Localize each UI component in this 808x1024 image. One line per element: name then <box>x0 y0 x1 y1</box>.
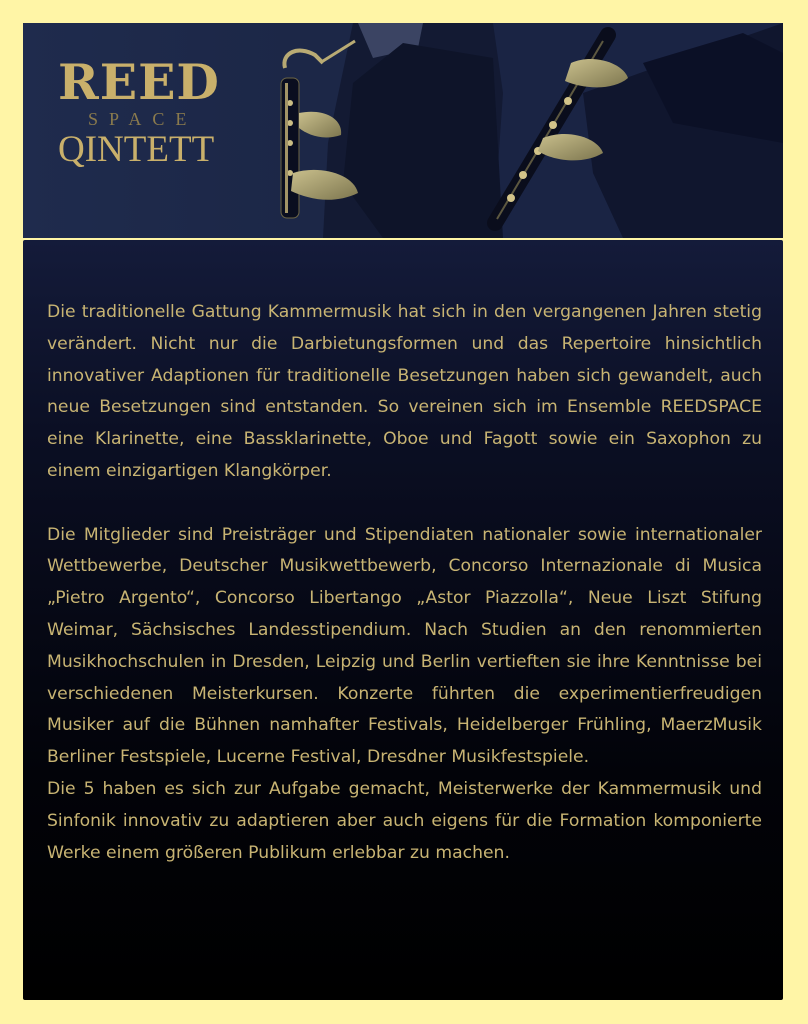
logo-reed: REED <box>58 53 220 111</box>
paragraph-mission: Die 5 haben es sich zur Aufgabe gemacht, Meisterwerke der Kammermusik und Sinfonik innovativ zu adaptieren aber auch eigens für die Formation komponierte Werke einem größeren Publikum erlebbar zu machen. <box>47 778 762 863</box>
logo-qintett: QINTETT <box>58 129 215 170</box>
paragraph-intro: Die traditionelle Gattung Kammermusik hat sich in den vergangenen Jahren stetig verändert. Nicht nur die Darbietungsformen und das Repertoire hinsichtlich innovativer Adaptionen für traditionelle Besetzungen haben sich gewandelt, auch neue Besetzungen sind entstanden. So vereinen sich im Ensemble REEDSPACE eine Klarinette, eine Bassklarinette, Oboe und Fagott sowie ein Saxophon zu einem einzigartigen Klangkörper. <box>47 302 762 481</box>
logo-space: SPACE <box>88 109 198 129</box>
reedspace-logo <box>58 55 220 170</box>
paragraph-members: Die Mitglieder sind Preisträger und Stipendiaten nationaler sowie internationaler Wettbewerbe, Deutscher Musikwettbewerb, Concorso Internazionale di Musica „Pietro Argento“, Concorso Libertango „Astor Piazzolla“, Neue Liszt Stifung Weimar, Sächsisches Landesstipendium. Nach Studien an den renommierten Musikhochschulen in Dresden, Leipzig und Berlin vertieften sie ihre Kenntnisse bei verschiedenen Meisterkursen. Konzerte führten die experimentierfreudigen Musiker auf die Bühnen namhafter Festivals, Heidelberger Frühling, MaerzMusik Berliner Festspiele, Lucerne Festival, Dresdner Musikfestspiele. <box>47 524 762 768</box>
body-text <box>47 297 762 869</box>
text-panel <box>23 240 783 1000</box>
header-banner <box>23 23 783 238</box>
